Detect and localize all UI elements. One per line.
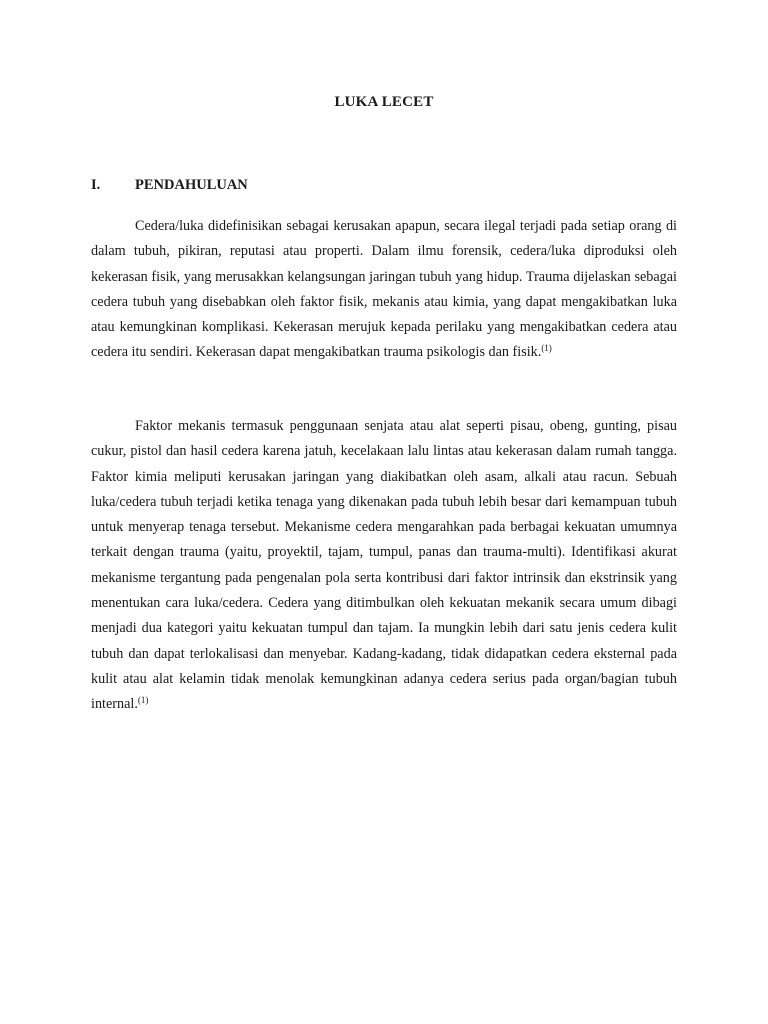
paragraph-1-text: Cedera/luka didefinisikan sebagai kerusakan apapun, secara ilegal terjadi pada setiap orang di dalam tubuh, pikiran, reputasi atau properti. Dalam ilmu forensik, cedera/luka diproduksi oleh kekerasan fisik, yang merusakkan kelangsungan jaringan tubuh yang hidup. Trauma dijelaskan sebagai cedera tubuh yang disebabkan oleh faktor fisik, mekanis atau kimia, yang dapat mengakibatkan luka atau kemungkinan komplikasi. Kekerasan merujuk kepada perilaku yang mengakibatkan cedera atau cedera itu sendiri. Kekerasan dapat mengakibatkan trauma psikologis dan fisik. — [91, 218, 677, 361]
document-title: LUKA LECET — [334, 94, 434, 110]
paragraph-1-citation: (1) — [541, 343, 552, 354]
paragraph-2-citation: (1) — [137, 695, 149, 706]
paragraph-1 — [91, 214, 677, 366]
section-title: PENDAHULUAN — [135, 177, 248, 193]
paragraph-2 — [91, 414, 677, 718]
section-heading — [91, 177, 248, 194]
section-number: I. — [91, 177, 101, 193]
paragraph-2-text: Faktor mekanis termasuk penggunaan senjata atau alat seperti pisau, obeng, gunting, pisau cukur, pistol dan hasil cedera karena jatuh, kecelakaan lalu lintas atau kekerasan dalam rumah tangga. Faktor kimia meliputi kerusakan jaringan yang diakibatkan oleh asam, alkali atau racun. Sebuah luka/cedera tubuh terjadi ketika tenaga yang dikenakan pada tubuh lebih besar dari kemampuan tubuh untuk menyerap tenaga tersebut. Mekanisme cedera mengarahkan pada berbagai kekuatan umumnya terkait dengan trauma (yaitu, proyektil, tajam, tumpul, panas dan trauma-multi). Identifikasi akurat mekanisme tergantung pada pengenalan pola serta kontribusi dari faktor intrinsik dan ekstrinsik yang menentukan cara luka/cedera. Cedera yang ditimbulkan oleh kekuatan mekanik secara umum dibagi menjadi dua kategori yaitu kekuatan tumpul dan tajam. Ia mungkin lebih dari satu jenis cedera kulit tubuh dan dapat terlokalisasi dan menyebar. Kadang-kadang, tidak didapatkan cedera eksternal pada kulit atau alat kelamin tidak menolak kemungkinan adanya cedera serius pada organ/bagian tubuh internal. — [91, 418, 677, 713]
